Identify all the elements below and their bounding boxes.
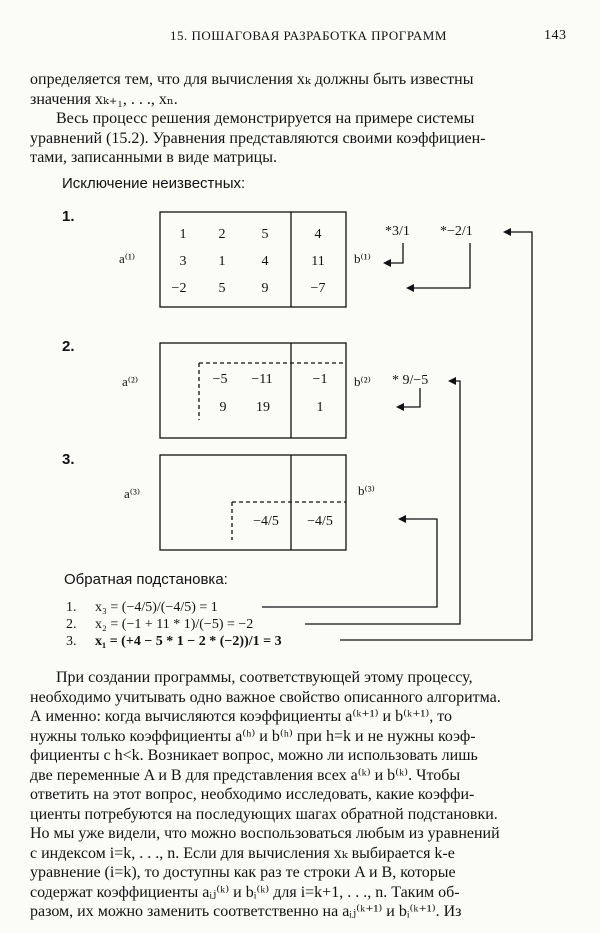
step-number: 3. — [62, 451, 75, 468]
matrix-cell: −2 — [171, 281, 187, 296]
arrow — [340, 232, 532, 640]
text-line: содержат коэффициенты aᵢⱼ⁽ᵏ⁾ и bᵢ⁽ᵏ⁾ для i=k+1, . . ., n. Таким об- — [30, 883, 460, 901]
text-line: разом, их можно заменить соответственно на aᵢⱼ⁽ᵏ⁺¹⁾ и bᵢ⁽ᵏ⁺¹⁾. Из — [30, 903, 462, 920]
text-line: ответить на этот вопрос, необходимо исследовать, какие коэффи- — [30, 786, 475, 803]
equation: x₂ = (−1 + 11 * 1)/(−5) = −2 — [95, 617, 254, 632]
text-line: значения xₖ₊₁, . . ., xₙ. — [30, 90, 178, 108]
matrix-cell: 4 — [314, 227, 322, 242]
text-line: Но мы уже видели, что можно воспользоваться любым из уравнений — [30, 825, 500, 842]
matrix-cell: 1 — [316, 400, 324, 415]
text-line: А именно: когда вычисляются коэффициенты a⁽ᵏ⁺¹⁾ и b⁽ᵏ⁺¹⁾, то — [30, 708, 453, 725]
matrix-cell: 3 — [179, 254, 187, 269]
equation: x₁ = (+4 − 5 * 1 − 2 * (−2))/1 = 3 — [95, 634, 282, 649]
vector-b-label: b⁽³⁾ — [358, 483, 375, 498]
matrix-cell: −4/5 — [307, 514, 333, 529]
text-line: определяется тем, что для вычисления xₖ должны быть известны — [30, 71, 474, 88]
matrix-a-label: a⁽³⁾ — [124, 486, 141, 501]
matrix-cell: 1 — [218, 254, 226, 269]
matrix-cell: 5 — [218, 281, 226, 296]
text-line: уравнение (i=k), то доступны как раз те строки A и B, которые — [30, 864, 456, 881]
matrix-cell: 19 — [256, 400, 270, 415]
matrix-cell: 9 — [261, 281, 269, 296]
text-line: При создании программы, соответствующей этому процессу, — [56, 669, 473, 686]
multiplier: * 9/−5 — [392, 373, 429, 388]
text-line: Весь процесс решения демонстрируется на примере системы — [56, 110, 475, 127]
vector-b-label: b⁽¹⁾ — [354, 251, 371, 266]
text-line: фициенты с h<k. Возникает вопрос, можно ли использовать лишь — [30, 747, 478, 764]
matrix-cell: 4 — [261, 254, 269, 269]
matrix-cell: 5 — [261, 227, 269, 242]
body-paragraph — [30, 668, 570, 922]
matrix-cell: −1 — [312, 372, 328, 387]
matrix-cell: −5 — [212, 372, 228, 387]
step-number: 2. — [62, 338, 75, 355]
text-line: тами, записанными в виде матрицы. — [30, 149, 277, 166]
text-line: циенты потребуются на последующих шагах обратной подстановки. — [30, 805, 498, 823]
equation-number: 3. — [66, 634, 77, 649]
matrix-cell: 11 — [311, 254, 325, 269]
text-line: с индексом i=k, . . ., n. Если для вычисления xₖ выбирается k-е — [30, 844, 455, 862]
vector-b-label: b⁽²⁾ — [354, 374, 371, 389]
matrix-a-label: a⁽¹⁾ — [119, 251, 136, 266]
page-number: 143 — [544, 28, 567, 43]
text-line: необходимо учитывать одно важное свойство описанного алгоритма. — [30, 688, 501, 706]
arrow — [385, 243, 403, 263]
equation-number: 1. — [66, 600, 77, 615]
arrow — [262, 519, 437, 607]
matrix-cell: −4/5 — [253, 514, 279, 529]
arrow — [408, 243, 470, 288]
text-line: уравнений (15.2). Уравнения представляются своими коэффициен- — [30, 129, 486, 147]
arrow — [398, 388, 420, 407]
multiplier: *3/1 — [385, 224, 410, 239]
matrix-a-label: a⁽²⁾ — [122, 374, 139, 389]
matrix-cell: 1 — [179, 227, 187, 242]
matrix-box-step2 — [160, 343, 346, 438]
multiplier: *−2/1 — [440, 224, 473, 239]
running-header: 15. ПОШАГОВАЯ РАЗРАБОТКА ПРОГРАММ — [170, 28, 447, 43]
elimination-title: Исключение неизвестных: — [62, 175, 246, 192]
equation-number: 2. — [66, 617, 77, 632]
text-line: две переменные A и B для представления всех a⁽ᵏ⁾ и b⁽ᵏ⁾. Чтобы — [30, 766, 461, 784]
matrix-cell: −7 — [310, 281, 326, 296]
matrix-cell: 2 — [218, 227, 226, 242]
step-number: 1. — [62, 208, 75, 225]
text-line: нужны только коэффициенты a⁽ʰ⁾ и b⁽ʰ⁾ при h=k и не нужны коэф- — [30, 727, 476, 745]
matrix-cell: −11 — [251, 372, 273, 387]
back-substitution-title: Обратная подстановка: — [64, 571, 228, 588]
equation: x₃ = (−4/5)/(−4/5) = 1 — [95, 600, 218, 615]
matrix-cell: 9 — [219, 400, 227, 415]
